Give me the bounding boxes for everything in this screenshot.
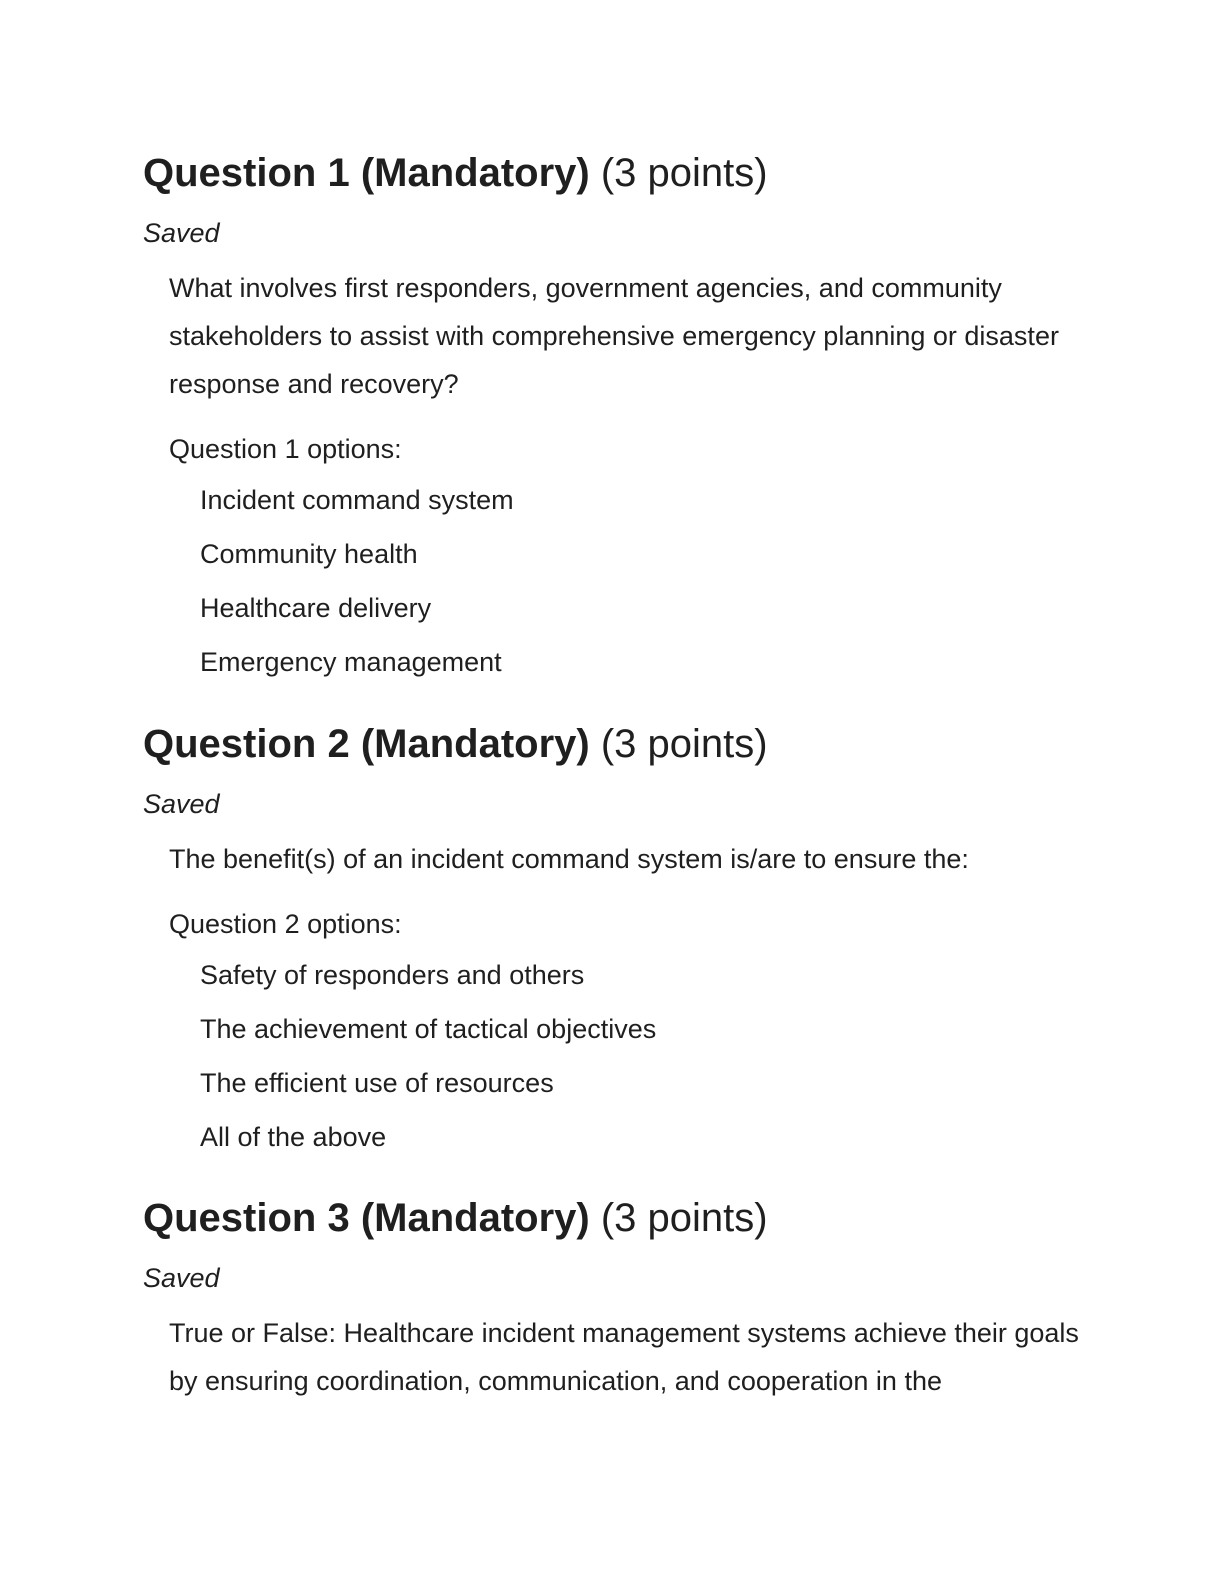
options-list — [143, 483, 1093, 679]
question-title — [143, 1195, 1093, 1241]
question-prompt: What involves first responders, government agencies, and community stakeholders to assist with comprehensive emergency planning or disaster response and recovery? — [169, 273, 1059, 399]
question-title-label: Question 3 (Mandatory) — [143, 1196, 590, 1240]
question-2 — [143, 721, 1093, 1154]
option-item[interactable]: Safety of responders and others — [200, 960, 585, 990]
options-label: Question 1 options: — [169, 434, 402, 464]
option-item[interactable]: All of the above — [200, 1122, 387, 1152]
option-item[interactable]: Healthcare delivery — [200, 593, 432, 623]
question-title — [143, 721, 1093, 767]
saved-status: Saved — [143, 789, 220, 819]
saved-status: Saved — [143, 1263, 220, 1293]
options-list — [143, 958, 1093, 1154]
question-title-label: Question 1 (Mandatory) — [143, 151, 590, 195]
question-prompt: True or False: Healthcare incident management systems achieve their goals by ensuring coordination, communication, and cooperation in the — [169, 1318, 1079, 1396]
question-3 — [143, 1195, 1093, 1405]
question-prompt: The benefit(s) of an incident command system is/are to ensure the: — [169, 844, 969, 874]
question-1 — [143, 150, 1093, 679]
saved-status: Saved — [143, 218, 220, 248]
option-item[interactable]: Incident command system — [200, 485, 514, 515]
option-item[interactable]: The achievement of tactical objectives — [200, 1014, 657, 1044]
question-title — [143, 150, 1093, 196]
options-label: Question 2 options: — [169, 909, 402, 939]
question-title-label: Question 2 (Mandatory) — [143, 722, 590, 766]
question-points: (3 points) — [600, 722, 768, 766]
option-item[interactable]: Emergency management — [200, 647, 502, 677]
option-item[interactable]: The efficient use of resources — [200, 1068, 554, 1098]
question-points: (3 points) — [600, 1196, 768, 1240]
question-points: (3 points) — [600, 151, 768, 195]
option-item[interactable]: Community health — [200, 539, 418, 569]
